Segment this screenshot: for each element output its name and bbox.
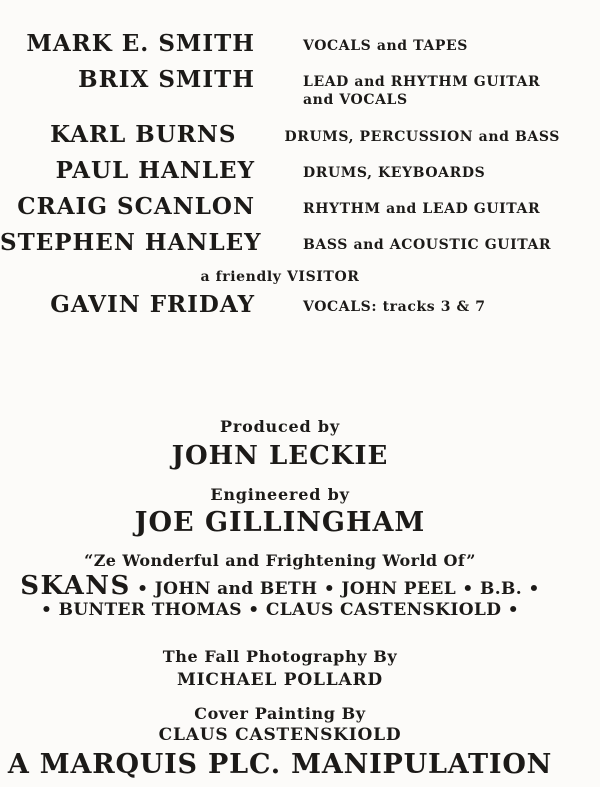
credit-row	[0, 192, 560, 220]
credit-name: BRIX SMITH	[78, 66, 255, 94]
credit-name: CRAIG SCANLON	[17, 192, 255, 220]
credit-name: KARL BURNS	[50, 120, 237, 148]
credit-role	[303, 68, 540, 109]
engineer-name: JOE GILLINGHAM	[134, 506, 426, 538]
credit-role: VOCALS: tracks 3 & 7	[303, 299, 486, 316]
credit-role: DRUMS, KEYBOARDS	[303, 164, 486, 181]
thanks-skans: SKANS	[20, 570, 131, 601]
photography-label: The Fall Photography By	[162, 646, 398, 666]
thanks-line-1-rest: • JOHN and BETH • JOHN PEEL • B.B. •	[130, 578, 540, 599]
credit-name: PAUL HANLEY	[55, 156, 255, 184]
credit-role: RHYTHM and LEAD GUITAR	[303, 200, 541, 217]
credit-role-line2: and VOCALS	[303, 92, 408, 109]
credit-row	[0, 32, 560, 55]
album-title-quote: “Ze Wonderful and Frightening World Of”	[84, 550, 476, 570]
credit-row	[0, 229, 560, 257]
painter-name: CLAUS CASTENSKIOLD	[158, 724, 402, 745]
photographer-name: MICHAEL POLLARD	[177, 669, 383, 690]
credit-role: VOCALS and TAPES	[303, 38, 468, 54]
guest-intro: a friendly VISITOR	[200, 269, 360, 286]
credit-role: DRUMS, PERCUSSION and BASS	[284, 128, 560, 145]
engineered-by-label: Engineered by	[210, 484, 350, 504]
footer-line: A MARQUIS PLC. MANIPULATION	[7, 748, 553, 780]
credit-row-guest	[0, 291, 560, 319]
produced-by-label: Produced by	[220, 416, 340, 436]
producer-name: JOHN LECKIE	[171, 440, 389, 471]
thanks-line-1	[0, 570, 560, 601]
credit-row	[0, 68, 560, 109]
credit-row	[0, 156, 560, 184]
thanks-line-2: • BUNTER THOMAS • CLAUS CASTENSKIOLD •	[40, 599, 519, 620]
credit-name: MARK E. SMITH	[26, 30, 255, 57]
credit-role: BASS and ACOUSTIC GUITAR	[303, 237, 552, 254]
credit-row	[0, 120, 560, 148]
credit-role-line1: LEAD and RHYTHM GUITAR	[303, 74, 541, 91]
credit-name: GAVIN FRIDAY	[50, 291, 255, 319]
cover-painting-label: Cover Painting By	[194, 703, 366, 723]
credit-name: STEPHEN HANLEY	[0, 229, 262, 257]
